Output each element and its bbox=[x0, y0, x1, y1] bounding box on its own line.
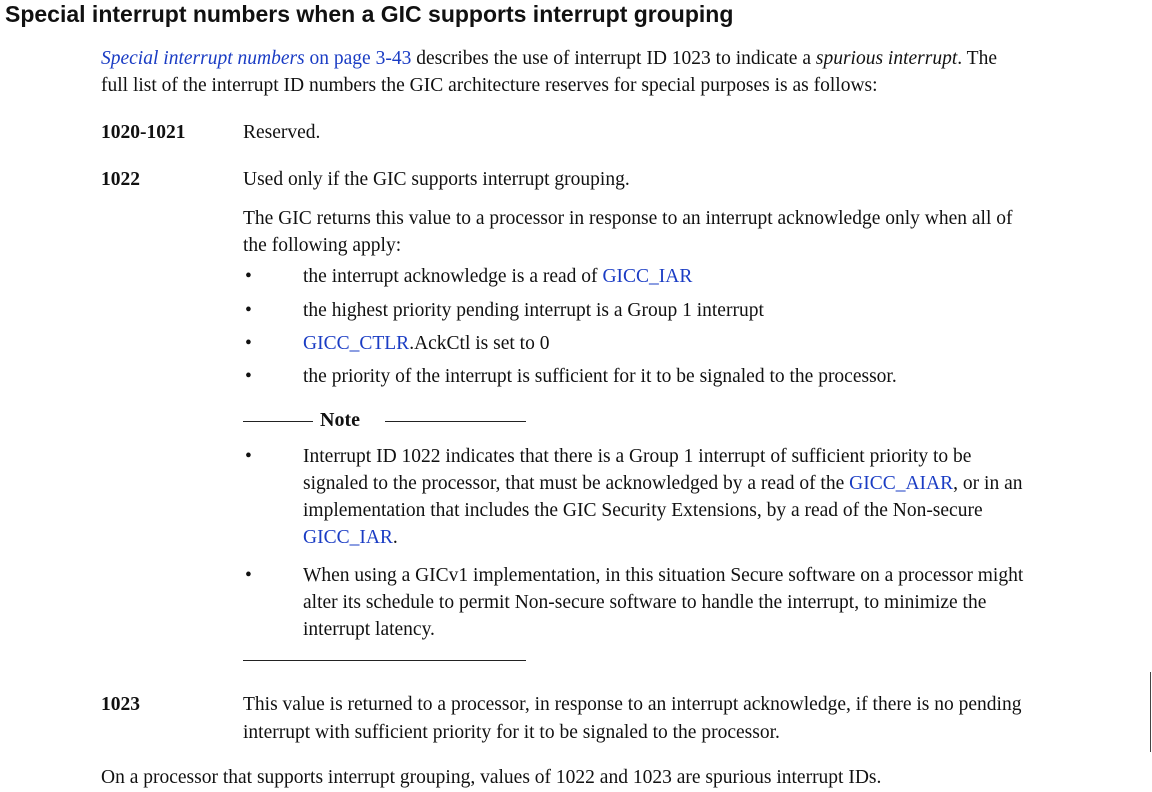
bullet-4: the priority of the interrupt is sufficient for it to be signaled to the processor. bbox=[303, 366, 897, 387]
note-1-line-3: implementation that includes the GIC Security Extensions, by a read of the Non-secure bbox=[303, 500, 983, 521]
page-edge-rule bbox=[1150, 672, 1151, 752]
note-2-line-3: interrupt latency. bbox=[303, 619, 435, 640]
gicc-ctlr-link[interactable]: GICC_CTLR bbox=[303, 333, 410, 354]
note-rule-right bbox=[385, 421, 526, 422]
term-1023: 1023 bbox=[101, 694, 140, 715]
note-2-line-2: alter its schedule to permit Non-secure software to handle the interrupt, to minimize the bbox=[303, 592, 987, 613]
desc-1022-detail-line-2: the following apply: bbox=[243, 235, 402, 256]
note-2-line-1: When using a GICv1 implementation, in this situation Secure software on a processor might bbox=[303, 565, 1024, 586]
desc-1022-detail-line-1: The GIC returns this value to a processor in response to an interrupt acknowledge only when all of bbox=[243, 208, 1013, 229]
bullet-2: the highest priority pending interrupt is a Group 1 interrupt bbox=[303, 300, 764, 321]
note-rule-bottom bbox=[243, 660, 526, 661]
note-rule-left bbox=[243, 421, 313, 422]
bullet-icon: • bbox=[245, 366, 252, 387]
bullet-1: the interrupt acknowledge is a read of GICC_IAR bbox=[303, 266, 693, 287]
gicc-aiar-link[interactable]: GICC_AIAR bbox=[849, 473, 954, 494]
intro-line-1: Special interrupt numbers on page 3-43 describes the use of interrupt ID 1023 to indicate a spurious interrupt. The bbox=[101, 48, 997, 69]
desc-1022: Used only if the GIC supports interrupt grouping. bbox=[243, 169, 630, 190]
desc-1020-1021: Reserved. bbox=[243, 122, 321, 143]
desc-1023-line-1: This value is returned to a processor, in response to an interrupt acknowledge, if there is no pending bbox=[243, 694, 1022, 715]
bullet-icon: • bbox=[245, 446, 252, 467]
gicc-iar-link-2[interactable]: GICC_IAR bbox=[303, 527, 393, 548]
bullet-icon: • bbox=[245, 266, 252, 287]
note-1-line-4: GICC_IAR. bbox=[303, 527, 398, 548]
note-1-line-1: Interrupt ID 1022 indicates that there is a Group 1 interrupt of sufficient priority to be bbox=[303, 446, 972, 467]
note-title: Note bbox=[320, 409, 360, 431]
gicc-iar-link[interactable]: GICC_IAR bbox=[602, 266, 693, 287]
bullet-icon: • bbox=[245, 300, 252, 321]
desc-1023-line-2: interrupt with sufficient priority for it to be signaled to the processor. bbox=[243, 722, 780, 743]
bullet-icon: • bbox=[245, 565, 252, 586]
term-1022: 1022 bbox=[101, 169, 140, 190]
note-1-line-2: signaled to the processor, that must be acknowledged by a read of the GICC_AIAR, or in an bbox=[303, 473, 1023, 494]
section-heading: Special interrupt numbers when a GIC supports interrupt grouping bbox=[5, 1, 734, 27]
intro-line-2: full list of the interrupt ID numbers the GIC architecture reserves for special purposes is as follows: bbox=[101, 75, 878, 96]
special-interrupt-numbers-link[interactable]: Special interrupt numbers on page 3-43 bbox=[101, 48, 412, 69]
footer-paragraph: On a processor that supports interrupt grouping, values of 1022 and 1023 are spurious interrupt IDs. bbox=[101, 767, 882, 788]
bullet-3: GICC_CTLR.AckCtl is set to 0 bbox=[303, 333, 550, 354]
term-1020-1021: 1020-1021 bbox=[101, 122, 186, 143]
bullet-icon: • bbox=[245, 333, 252, 354]
